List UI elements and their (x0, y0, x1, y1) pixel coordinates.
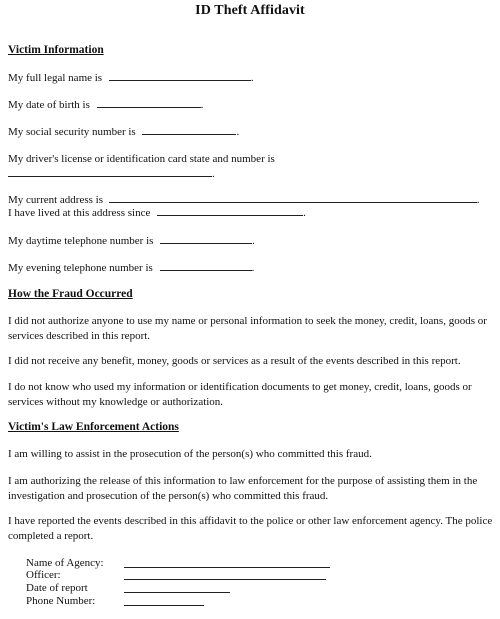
evening-phone-row: My evening telephone number is . (8, 262, 255, 274)
license-row (8, 152, 275, 166)
ssn-label: My social security number is (8, 126, 136, 138)
dob-blank[interactable] (97, 98, 201, 108)
license-label: My driver's license or identification card state and number is (8, 153, 275, 165)
license-blank[interactable] (8, 167, 212, 177)
dob-row: My date of birth is . (8, 99, 204, 111)
address-label: My current address is (8, 194, 104, 206)
officer-label: Officer: (26, 569, 61, 581)
dob-label: My date of birth is (8, 99, 90, 111)
law-statement-1: I am willing to assist in the prosecution of the person(s) who committed this fraud. (8, 448, 372, 460)
ssn-row: My social security number is . (8, 126, 240, 138)
address-row: My current address is . (8, 194, 480, 206)
law-statement-2: I am authorizing the release of this information to law enforcement for the purpose of assisting them in the investigation and prosecution of the person(s) who committed this fraud. (8, 475, 478, 502)
phone-number-blank[interactable] (124, 605, 204, 606)
law-statement-3: I have reported the events described in this affidavit to the police or other law enforcement agency. The police completed a report. (8, 515, 493, 542)
fraud-statement-2: I did not receive any benefit, money, goods or services as a result of the events described in this report. (8, 355, 461, 367)
evening-phone-blank[interactable] (160, 261, 252, 271)
section-heading-victim-information: Victim Information (8, 44, 104, 56)
section-heading-law-enforcement: Victim's Law Enforcement Actions (8, 421, 179, 433)
phone-number-label: Phone Number: (26, 595, 96, 607)
ssn-blank[interactable] (142, 125, 236, 135)
officer-blank[interactable] (124, 579, 326, 580)
section-heading-how-fraud-occurred: How the Fraud Occurred (8, 288, 133, 300)
fraud-statement-1: I did not authorize anyone to use my name or personal information to seek the money, credit, loans, goods or services described in this report. (8, 315, 487, 342)
report-date-label: Date of report (26, 582, 88, 594)
report-date-blank[interactable] (124, 592, 230, 593)
lived-since-label: I have lived at this address since (8, 207, 151, 219)
fraud-statement-3: I do not know who used my information or identification documents to get money, credit, loans, goods or services without my knowledge or authorization. (8, 381, 472, 408)
full-name-row: My full legal name is . (8, 72, 254, 84)
lived-since-blank[interactable] (157, 206, 303, 216)
license-blank-row: . (8, 167, 215, 181)
agency-name-blank[interactable] (124, 567, 330, 568)
full-name-label: My full legal name is (8, 72, 103, 84)
page-title: ID Theft Affidavit (195, 3, 305, 18)
evening-phone-label: My evening telephone number is (8, 262, 153, 274)
lived-since-row: I have lived at this address since . (8, 207, 306, 219)
daytime-phone-blank[interactable] (160, 234, 252, 244)
daytime-phone-row: My daytime telephone number is . (8, 235, 255, 247)
full-name-blank[interactable] (109, 71, 251, 81)
address-blank[interactable] (109, 193, 477, 203)
daytime-phone-label: My daytime telephone number is (8, 235, 154, 247)
agency-name-label: Name of Agency: (26, 557, 104, 569)
